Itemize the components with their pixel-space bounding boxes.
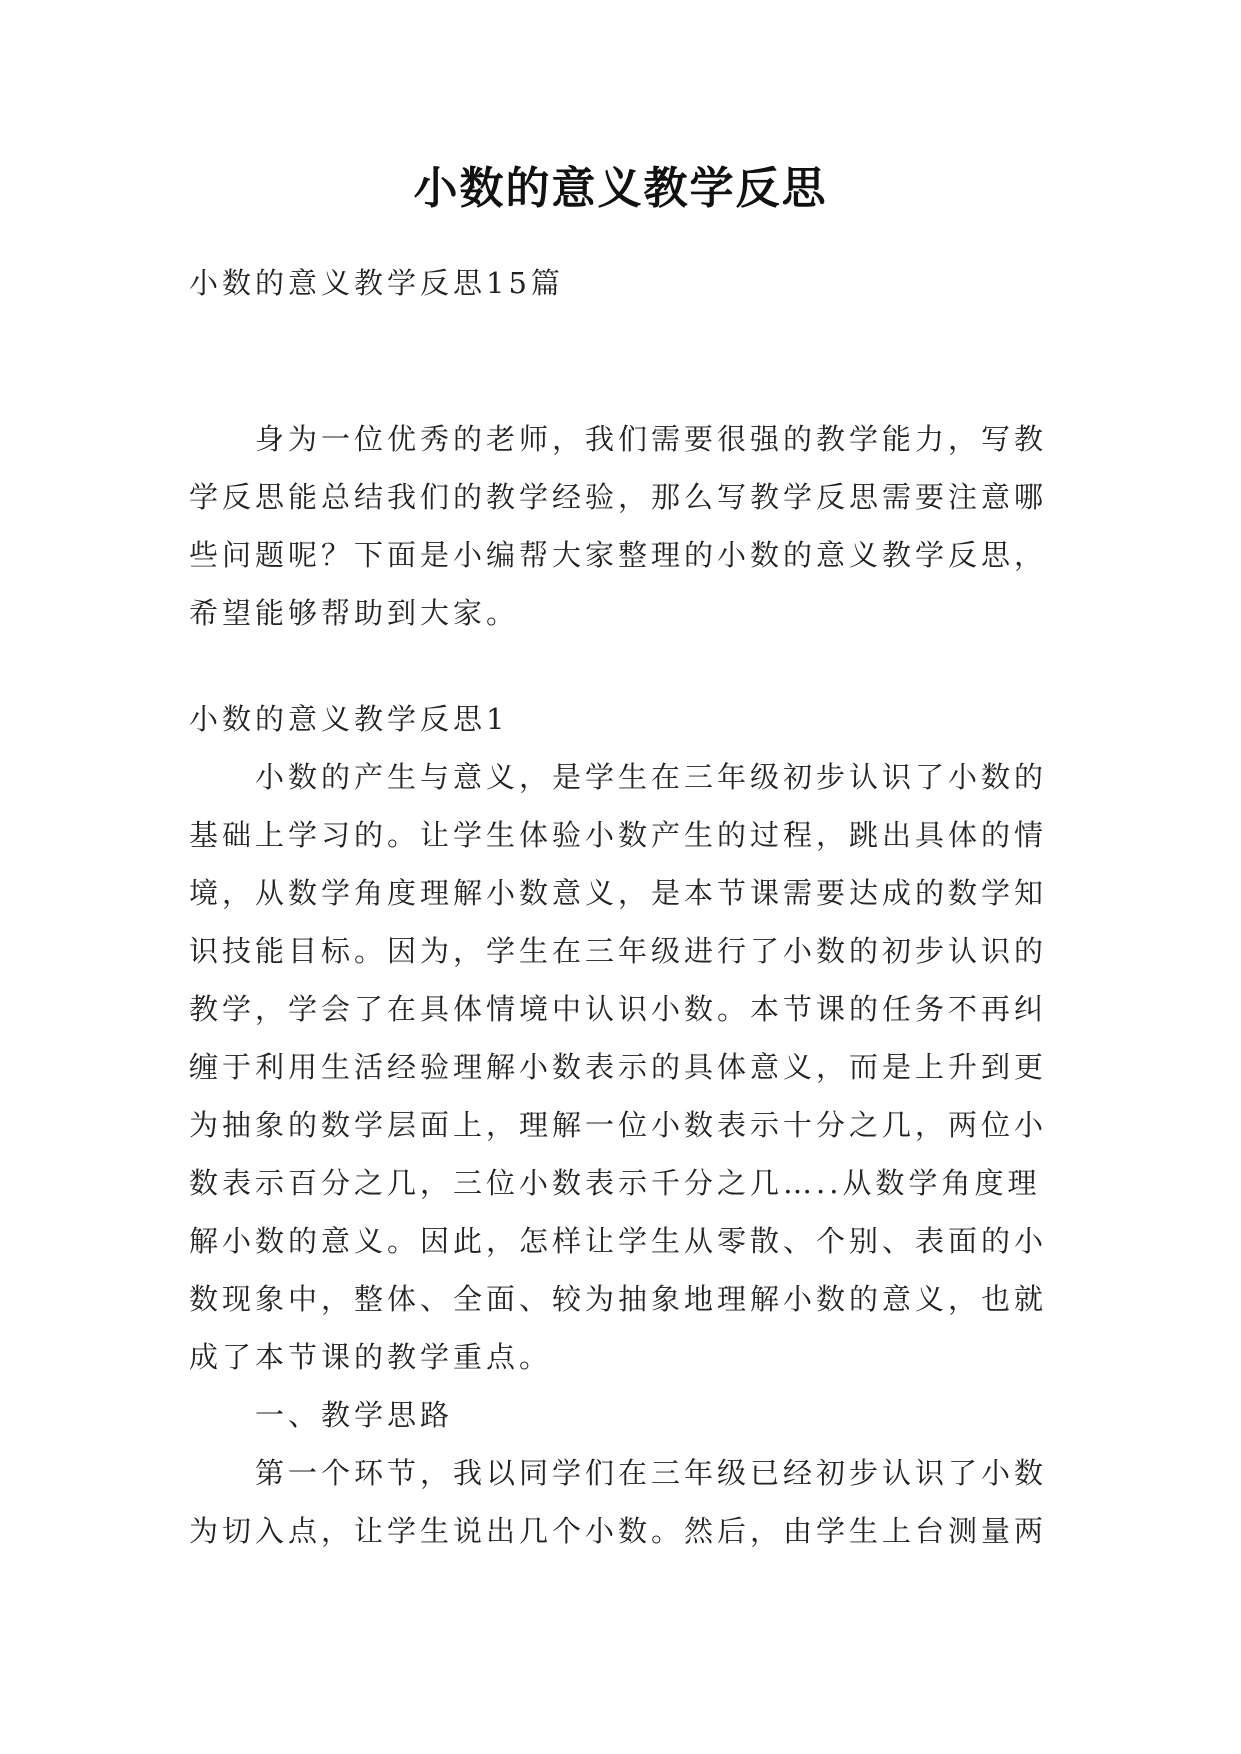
section-heading: 小数的意义教学反思1 [189, 702, 509, 736]
section-line: 教学，学会了在具体情境中认识小数。本节课的任务不再纠 [189, 992, 1048, 1026]
section-1 [189, 690, 1057, 1560]
section-line: 为抽象的数学层面上，理解一位小数表示十分之几，两位小 [189, 1108, 1048, 1142]
intro-paragraph [189, 410, 1057, 642]
section-line: 识技能目标。因为，学生在三年级进行了小数的初步认识的 [189, 934, 1048, 968]
intro-line: 些问题呢？下面是小编帮大家整理的小数的意义教学反思， [189, 538, 1048, 572]
document-subtitle: 小数的意义教学反思15篇 [189, 266, 564, 300]
section-line: 第一个环节，我以同学们在三年级已经初步认识了小数 [189, 1456, 1048, 1490]
section-line: 为切入点，让学生说出几个小数。然后，由学生上台测量两 [189, 1514, 1048, 1548]
section-line: 数表示百分之几，三位小数表示千分之几…..从数学角度理 [189, 1166, 1041, 1200]
section-line: 成了本节课的教学重点。 [189, 1340, 553, 1374]
intro-line: 学反思能总结我们的教学经验，那么写教学反思需要注意哪 [189, 480, 1048, 514]
section-line: 小数的产生与意义，是学生在三年级初步认识了小数的 [189, 760, 1048, 794]
document-title: 小数的意义教学反思 [413, 163, 828, 214]
section-line: 基础上学习的。让学生体验小数产生的过程，跳出具体的情 [189, 818, 1048, 852]
section-line: 一、教学思路 [189, 1398, 454, 1432]
section-line: 境，从数学角度理解小数意义，是本节课需要达成的数学知 [189, 876, 1048, 910]
intro-line: 希望能够帮助到大家。 [189, 596, 520, 630]
subtitle-block [189, 254, 1057, 312]
section-line: 缠于利用生活经验理解小数表示的具体意义，而是上升到更 [189, 1050, 1048, 1084]
section-line: 解小数的意义。因此，怎样让学生从零散、个别、表面的小 [189, 1224, 1048, 1258]
section-line: 数现象中，整体、全面、较为抽象地理解小数的意义，也就 [189, 1282, 1048, 1316]
intro-line: 身为一位优秀的老师，我们需要很强的教学能力，写教 [189, 422, 1048, 456]
